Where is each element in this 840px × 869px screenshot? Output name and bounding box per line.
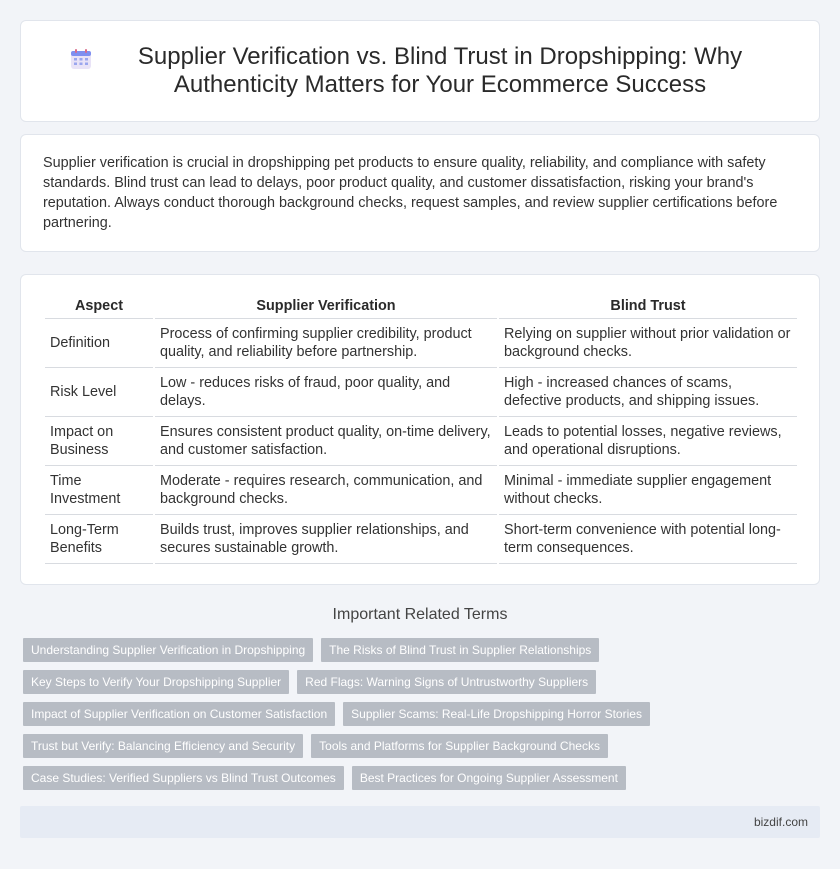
tag-row [23, 702, 823, 726]
row-supplier-verification: Moderate - requires research, communication, and background checks. [155, 466, 497, 515]
row-blind-trust: Minimal - immediate supplier engagement without checks. [499, 466, 797, 515]
tag-row [23, 734, 823, 758]
related-term-tag[interactable]: Best Practices for Ongoing Supplier Assessment [352, 766, 626, 790]
footer-site-link[interactable]: bizdif.com [753, 815, 808, 829]
row-supplier-verification: Builds trust, improves supplier relationships, and secures sustainable growth. [155, 515, 497, 564]
tag-row [23, 670, 823, 694]
row-aspect: Impact on Business [45, 417, 153, 466]
related-term-tag[interactable]: Red Flags: Warning Signs of Untrustworthy Suppliers [297, 670, 596, 694]
related-terms-list [23, 638, 823, 798]
tag-row [23, 766, 823, 790]
footer [20, 806, 820, 838]
row-aspect: Long-Term Benefits [45, 515, 153, 564]
table-row [45, 368, 797, 417]
row-blind-trust: Relying on supplier without prior validation or background checks. [499, 319, 797, 368]
row-supplier-verification: Low - reduces risks of fraud, poor quality, and delays. [155, 368, 497, 417]
table-header-row [45, 296, 797, 319]
row-blind-trust: Leads to potential losses, negative reviews, and operational disruptions. [499, 417, 797, 466]
tag-row [23, 638, 823, 662]
row-supplier-verification: Ensures consistent product quality, on-time delivery, and customer satisfaction. [155, 417, 497, 466]
header-blind-trust: Blind Trust [499, 296, 797, 319]
row-supplier-verification: Process of confirming supplier credibility, product quality, and reliability before partnership. [155, 319, 497, 368]
related-term-tag[interactable]: Trust but Verify: Balancing Efficiency and Security [23, 734, 303, 758]
table-row [45, 417, 797, 466]
row-blind-trust: Short-term convenience with potential long-term consequences. [499, 515, 797, 564]
table-row [45, 515, 797, 564]
related-term-tag[interactable]: The Risks of Blind Trust in Supplier Relationships [321, 638, 599, 662]
related-term-tag[interactable]: Supplier Scams: Real-Life Dropshipping Horror Stories [343, 702, 650, 726]
related-terms-title: Important Related Terms [332, 606, 508, 623]
title-card [20, 20, 820, 122]
related-term-tag[interactable]: Tools and Platforms for Supplier Background Checks [311, 734, 608, 758]
comparison-table [43, 296, 799, 564]
row-aspect: Time Investment [45, 466, 153, 515]
header-supplier-verification: Supplier Verification [155, 296, 497, 319]
page-title: Supplier Verification vs. Blind Trust in Dropshipping: Why Authenticity Matters for Your Ecommerce Success [137, 43, 743, 98]
row-aspect: Risk Level [45, 368, 153, 417]
table-row [45, 466, 797, 515]
comparison-table-card [20, 274, 820, 585]
related-term-tag[interactable]: Key Steps to Verify Your Dropshipping Supplier [23, 670, 289, 694]
related-term-tag[interactable]: Case Studies: Verified Suppliers vs Blind Trust Outcomes [23, 766, 344, 790]
title-wrap [70, 43, 770, 99]
row-blind-trust: High - increased chances of scams, defective products, and shipping issues. [499, 368, 797, 417]
calendar-icon [70, 48, 92, 70]
header-aspect: Aspect [45, 296, 153, 319]
row-aspect: Definition [45, 319, 153, 368]
summary-text: Supplier verification is crucial in dropshipping pet products to ensure quality, reliability, and compliance with safety standards. Blind trust can lead to delays, poor product quality, and customer dissatisfaction, risking your brand's reputation. Always conduct thorough background checks, request samples, and review supplier certifications before partnering. [43, 155, 778, 231]
related-term-tag[interactable]: Understanding Supplier Verification in Dropshipping [23, 638, 313, 662]
related-term-tag[interactable]: Impact of Supplier Verification on Customer Satisfaction [23, 702, 335, 726]
table-row [45, 319, 797, 368]
summary-card [20, 134, 820, 252]
